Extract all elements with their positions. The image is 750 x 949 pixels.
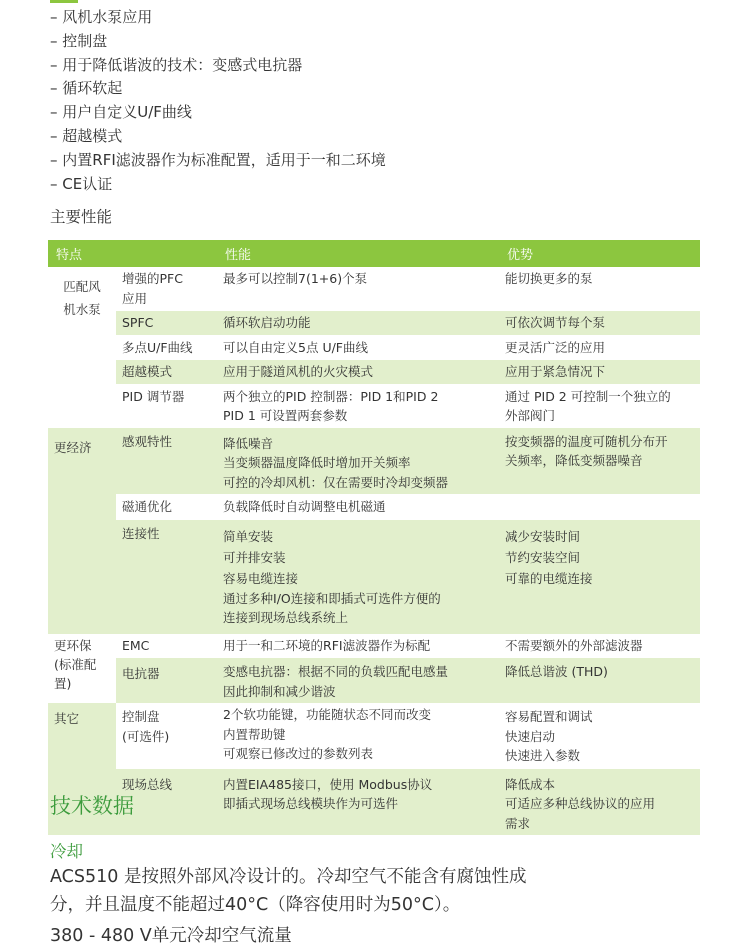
performance-cell <box>217 311 499 336</box>
feature-line: 匹配风 <box>63 279 101 294</box>
performance-table <box>48 240 700 835</box>
cell-text: 连接性 <box>122 525 160 541</box>
sub-feature-cell <box>116 658 217 704</box>
sub-feature-cell <box>116 495 217 520</box>
cell-text: 关频率，降低变频器噪音 <box>505 453 643 468</box>
cell-text: 降低总谐波 (THD) <box>505 664 608 679</box>
feature-line: 更环保 <box>54 637 92 653</box>
sub-feature-cell <box>116 634 217 658</box>
cell-text: 变感电抗器：根据不同的负载匹配电感量 <box>223 664 449 679</box>
cell-text: 外部阀门 <box>505 408 556 423</box>
feature-item: – 控制盘 <box>50 31 108 50</box>
performance-cell <box>217 519 499 634</box>
sub-feature-cell <box>116 703 217 768</box>
performance-cell <box>217 768 499 835</box>
cell-text: 超越模式 <box>122 364 173 379</box>
feature-cell <box>48 428 116 634</box>
cell-text: 节约安装空间 <box>505 549 581 565</box>
cell-text: 控制盘 <box>122 709 160 724</box>
sub-feature-cell <box>116 360 217 385</box>
cell-text: 通过多种I/O连接和即插式可选件方便的 <box>223 590 441 606</box>
cell-text: 可并排安装 <box>223 549 286 565</box>
advantage-cell <box>499 311 700 336</box>
cell-text: 可观察已修改过的参数列表 <box>223 746 374 761</box>
advantage-cell <box>499 703 700 768</box>
cell-text: 可适应多种总线协议的应用 <box>505 796 656 811</box>
table-row <box>48 703 700 768</box>
cell-text: 按变频器的温度可随机分布开 <box>505 433 668 449</box>
cell-text: 因此抑制和减少谐波 <box>223 683 336 699</box>
performance-cell <box>217 428 499 495</box>
table-row <box>48 658 700 704</box>
cell-text: 容易电缆连接 <box>223 570 299 586</box>
feature-item: – 风机水泵应用 <box>50 8 153 26</box>
cell-text: SPFC <box>122 315 154 330</box>
feature-line: 置) <box>54 675 72 691</box>
header-performance: 性能 <box>217 240 499 267</box>
feature-item: – 循环软起 <box>50 79 123 98</box>
table-row <box>48 634 700 658</box>
cell-text: 负载降低时自动调整电机磁通 <box>223 499 386 514</box>
cell-text: 电抗器 <box>122 666 160 681</box>
table-row <box>48 495 700 520</box>
advantage-cell <box>499 360 700 385</box>
table-row <box>48 768 700 835</box>
table-row <box>48 519 700 634</box>
performance-cell <box>217 267 499 311</box>
cooling-text-line: ACS510 是按照外部风冷设计的。冷却空气不能含有腐蚀性成 <box>50 867 527 887</box>
feature-item: – 超越模式 <box>50 126 123 145</box>
advantage-cell <box>499 658 700 704</box>
cell-text: 减少安装时间 <box>505 528 581 544</box>
cell-text: PID 1 可设置两套参数 <box>223 408 348 423</box>
cell-text: 循环软启动功能 <box>223 315 311 330</box>
cell-text: 不需要额外的外部滤波器 <box>505 637 643 653</box>
cell-text: 应用于紧急情况下 <box>505 364 606 379</box>
cell-text: 磁通优化 <box>122 499 173 514</box>
cell-text: 两个独立的PID 控制器：PID 1和PID 2 <box>223 388 439 404</box>
cell-text: 可靠的电缆连接 <box>505 570 593 586</box>
cell-text: 现场总线 <box>122 776 173 792</box>
performance-section-title: 主要性能 <box>50 208 113 226</box>
cell-text: 可控的冷却风机：仅在需要时冷却变频器 <box>223 474 449 490</box>
performance-cell <box>217 634 499 658</box>
table-row <box>48 360 700 385</box>
advantage-cell <box>499 335 700 360</box>
performance-cell <box>217 703 499 768</box>
cell-text: 增强的PFC <box>122 271 183 286</box>
cell-text: 容易配置和调试 <box>505 709 593 724</box>
table-header-row <box>48 240 700 267</box>
advantage-cell <box>499 634 700 658</box>
table-row <box>48 428 700 495</box>
feature-item: – 内置RFI滤波器作为标准配置，适用于一和二环境 <box>50 150 386 169</box>
advantage-cell <box>499 495 700 520</box>
cell-text: 简单安装 <box>223 528 274 544</box>
cell-text: 用于一和二环境的RFI滤波器作为标配 <box>223 637 431 653</box>
cell-text: 能切换更多的泵 <box>505 271 593 286</box>
table-row <box>48 384 700 428</box>
cell-text: 连接到现场总线系统上 <box>223 610 349 625</box>
airflow-heading: 380 - 480 V单元冷却空气流量 <box>50 926 292 946</box>
cell-text: 快速进入参数 <box>505 748 581 763</box>
feature-line: (标准配 <box>54 656 97 672</box>
feature-item: – 用于降低谐波的技术：变感式电抗器 <box>50 55 303 74</box>
feature-item: – 用户自定义U/F曲线 <box>50 103 192 122</box>
performance-cell <box>217 658 499 704</box>
cell-text: 更灵活广泛的应用 <box>505 339 606 355</box>
sub-feature-cell <box>116 384 217 428</box>
cell-text: 内置EIA485接口，使用 Modbus协议 <box>223 776 433 792</box>
feature-item: – CE认证 <box>50 174 113 193</box>
cell-text: 应用于隧道风机的火灾模式 <box>223 364 374 379</box>
performance-cell <box>217 495 499 520</box>
advantage-cell <box>499 768 700 835</box>
feature-line: 更经济 <box>54 439 92 455</box>
advantage-cell <box>499 519 700 634</box>
cooling-title: 冷却 <box>50 842 83 861</box>
cell-text: (可选件) <box>122 728 170 744</box>
advantage-cell <box>499 384 700 428</box>
cell-text: 可依次调节每个泵 <box>505 315 606 330</box>
cell-text: PID 调节器 <box>122 388 185 404</box>
sub-feature-cell <box>116 519 217 634</box>
feature-cell <box>48 267 116 428</box>
table-row <box>48 267 700 311</box>
cell-text: 多点U/F曲线 <box>122 339 193 355</box>
advantage-cell <box>499 428 700 495</box>
sub-feature-cell <box>116 428 217 495</box>
advantage-cell <box>499 267 700 311</box>
cell-text: 通过 PID 2 可控制一个独立的 <box>505 388 671 404</box>
performance-cell <box>217 335 499 360</box>
sub-feature-cell <box>116 311 217 336</box>
top-accent-bar <box>50 0 78 3</box>
table-row <box>48 311 700 336</box>
cell-text: 内置帮助键 <box>223 726 286 742</box>
cell-text: EMC <box>122 637 150 653</box>
cell-text: 最多可以控制7(1+6)个泵 <box>223 271 368 286</box>
feature-line: 机水泵 <box>63 302 101 317</box>
cell-text: 需求 <box>505 815 531 831</box>
header-feature: 特点 <box>48 240 217 267</box>
cell-text: 即插式现场总线模块作为可选件 <box>223 796 399 811</box>
tech-data-title: 技术数据 <box>50 794 134 818</box>
performance-cell <box>217 384 499 428</box>
cell-text: 2个软功能键，功能随状态不同而改变 <box>223 707 431 722</box>
cell-text: 快速启动 <box>505 728 556 744</box>
cell-text: 可以自由定义5点 U/F曲线 <box>223 339 368 355</box>
feature-list <box>50 6 710 196</box>
table-row <box>48 335 700 360</box>
cooling-text-line: 分，并且温度不能超过40°C（降容使用时为50°C）。 <box>50 895 461 915</box>
cell-text: 感观特性 <box>122 433 173 449</box>
performance-cell <box>217 360 499 385</box>
feature-line: 其它 <box>54 711 80 726</box>
cell-text: 降低成本 <box>505 776 556 792</box>
cell-text: 降低噪音 <box>223 435 274 451</box>
cell-text: 当变频器温度降低时增加开关频率 <box>223 455 411 470</box>
header-advantage: 优势 <box>499 240 700 267</box>
sub-feature-cell <box>116 335 217 360</box>
feature-cell <box>48 634 116 704</box>
sub-feature-cell <box>116 267 217 311</box>
cell-text: 应用 <box>122 290 148 306</box>
